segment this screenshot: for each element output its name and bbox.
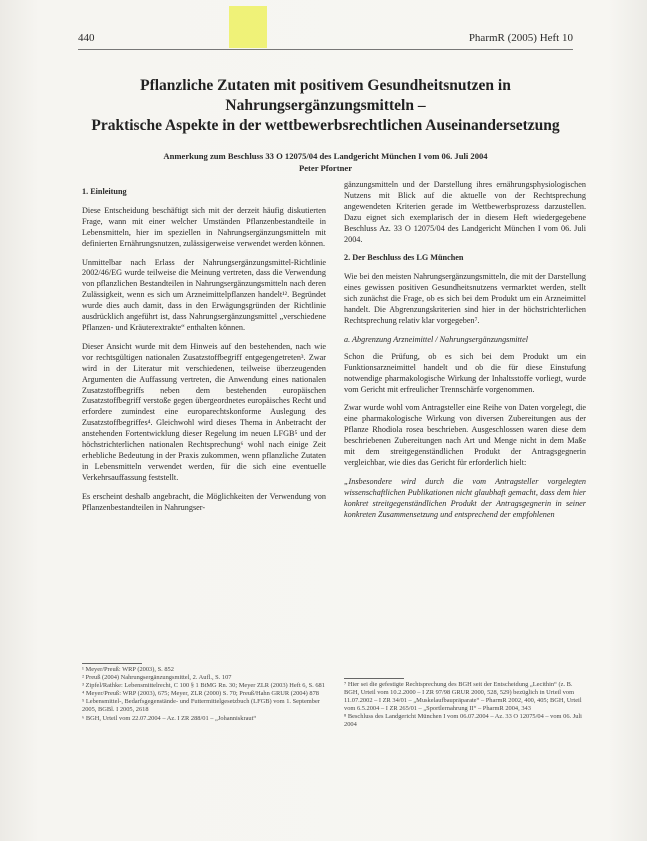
highlighter-mark: [229, 6, 267, 48]
section-heading-2: 2. Der Beschluss des LG München: [344, 253, 464, 263]
author-line: Peter Pfortner: [298, 163, 353, 173]
paragraph: Es erscheint deshalb angebracht, die Möglichkeiten der Verwendung von Pflanzenbestandteilen in Nahrungser-: [82, 491, 326, 512]
page-number: 440: [78, 32, 95, 44]
header-rule: [78, 49, 573, 50]
footnote-rule-right: [344, 678, 404, 679]
title-line-2: Nahrungsergänzungsmitteln –: [225, 97, 426, 114]
paragraph: Wie bei den meisten Nahrungsergänzungsmitteln, die mit der Darstellung eines gewissen positiven Gesundheitsnutzens vermarktet werden, stellt sich zunächst die Frage, ob es sich bei dem Produkt um ein Arzneimittel handelt. Die Abgrenzungskriterien sind hier in der höchstrichterlichen Rechtsprechung relativ klar vorgegeben⁷.: [344, 272, 586, 325]
paragraph: Unmittelbar nach Erlass der Nahrungsergänzungsmittel-Richtlinie 2002/46/EG wurde teilweise die Meinung vertreten, dass die Verwendung von pflanzlichen Bestandteilen in Nahrungsergänzungsmitteln nach deren Zulässigkeit, wenn es sich um Arzneimittelpflanzen handelt¹². Begründet wurde dies auch damit, dass in den Erwägungsgründen der Richtlinie ausdrücklich angeführt ist, dass Nahrungsergänzungsmittel „verschiedene Pflanzen- und Kräuterextrakte“ enthalten können.: [82, 257, 326, 332]
article-subtitle: [78, 150, 573, 174]
left-column: [82, 187, 326, 521]
footnote: ⁵ Lebensmittel-, Bedarfsgegenstände- und Futtermittelgesetzbuch (LFGB) vom 1. September 2005, BGBl. I 2005, 2618: [82, 698, 320, 714]
footnote-rule-left: [82, 663, 142, 664]
footnote: ¹ Meyer/Preuß: WRP (2003), S. 852: [82, 666, 174, 673]
paragraph: gänzungsmitteln und der Darstellung ihres ernährungsphysiologischen Nutzens mit Blick auf die aktuelle von der Rechtsprechung angewendeten Kriterien gerade im Wettbewerbsprozess darzustellen. Dazu eignet sich exemplarisch der in diesem Heft wiedergegebene Beschluss Az. 33 O 12075/04 des Landgericht München I vom 06. Juli 2004.: [344, 180, 586, 244]
paragraph: Schon die Prüfung, ob es sich bei dem Produkt um ein Funktionsarzneimittel handelt und ob die für diese Einstufung notwendige pharmakologische Wirkung der Inhaltsstoffe vorliegt, wurde vom Gericht mit erfreulicher Trennschärfe vorgenommen.: [344, 351, 586, 394]
paragraph: Dieser Ansicht wurde mit dem Hinweis auf den bestehenden, nach wie vor rechtsgültigen nationalen Zusatzstoffbegriff entgegengetreten³. Zwar wird in der Literatur mit verschiedenen, teilweise überzeugenden Argumenten die Auffassung vertreten, die Anwendung eines nationalen Zusatzstoffbegriffs neben dem bestehenden europäischen Zusatzstoffbegriff verstoße gegen übergeordnetes europäisches Recht und erfordere zumindest eine europarechtskonforme Auslegung des Zusatzstoffbegriffes⁴. Gleichwohl wird dieses Thema in Anbetracht der anstehenden Fortentwicklung dieser Regelung im neuen LFGB⁵ und der höchstrichterlichen nationalen Rechtsprechung⁶ wohl nach einige Zeit erhebliche Bedeutung in der Praxis zukommen, wenn pflanzliche Zutaten in Lebensmitteln verwendet werden, für die sich eine eventuelle Verkehrsauffassung feststellt.: [82, 341, 326, 482]
paragraph: Diese Entscheidung beschäftigt sich mit der derzeit häufig diskutierten Frage, wann mit einer welcher Umständen Pflanzenbestandteile in Lebensmitteln, hier im speziellen in Nahrungsergänzungsmitteln mit definierten Ernährungsnutzen, zulässigerweise verwendet werden können.: [82, 205, 326, 248]
paragraph: Zwar wurde wohl vom Antragsteller eine Reihe von Daten vorgelegt, die eine pharmakologische Wirkung von diversen Zubereitungen aus der Pflanze Rhodiola rosea beschrieben. Ausgeschlossen waren diese dem beschriebenen Zubereitungen nach Art und Menge nicht in dem Maße mit dem streitgegenständlichen Produkt der Antragsgegnerin vergleichbar, wie dies das Gericht für erforderlich hielt:: [344, 403, 586, 467]
footnotes-left: [82, 666, 326, 723]
footnote: ⁷ Hier sei die gefestigte Rechtsprechung des BGH seit der Entscheidung „Lecithin“ (z. B. BGH, Urteil vom 10.2.2000 – I ZR 97/98 GRUR 2000, 528, 529) bezüglich in Urteil vom 11.07.2002 – I ZR 34/01 – „Muskelaufbaupräparate“ – PharmR 2002, 400, 405; BGH, Urteil vom 6.5.2004 – I ZR 265/01 – „Sportlernahrung II“ – PharmR 2004, 343: [344, 681, 582, 713]
footnote: ³ Zipfel/Rathke: Lebensmittelrecht, C 100 § 1 BtMG Rn. 30; Meyer ZLR (2003) Heft 6, S. 681: [82, 682, 325, 690]
footnotes-right: [344, 681, 586, 730]
title-line-1: Pflanzliche Zutaten mit positivem Gesundheitsnutzen in: [140, 77, 511, 94]
subsection-heading: a. Abgrenzung Arzneimittel / Nahrungsergänzungsmittel: [344, 334, 528, 344]
footnote: ⁴ Meyer/Preuß: WRP (2003), 675; Meyer, ZLR (2000) S. 70; Preuß/Hahn GRUR (2004) 878: [82, 690, 319, 698]
section-heading-1: 1. Einleitung: [82, 187, 127, 196]
article-title: [78, 76, 573, 136]
right-column: [344, 180, 586, 528]
running-head: PharmR (2005) Heft 10: [468, 32, 573, 44]
court-quote: „Insbesondere wird durch die vom Antragsteller vorgelegten wissenschaftlichen Publikationen nicht glaubhaft gemacht, dass dem hier konkret streitgegenständlichen Produkt der Antragsgegnerin in seiner konkreten Zusammensetzung und entsprechend der empfohlenen: [344, 476, 586, 519]
annotation-line: Anmerkung zum Beschluss 33 O 12075/04 des Landgericht München I vom 06. Juli 2004: [163, 151, 488, 161]
footnote: ⁶ BGH, Urteil vom 22.07.2004 – Az. I ZR 288/01 – „Johanniskraut“: [82, 714, 257, 722]
footnote: ² Preuß (2004) Nahrungsergänzungsmittel, 2. Aufl., S. 107: [82, 674, 232, 682]
title-line-3: Praktische Aspekte in der wettbewerbsrechtlichen Auseinandersetzung: [91, 117, 560, 134]
footnote: ⁸ Beschluss des Landgericht München I vom 06.07.2004 – Az. 33 O 12075/04 – vom 06. Juli 2004: [344, 713, 582, 729]
